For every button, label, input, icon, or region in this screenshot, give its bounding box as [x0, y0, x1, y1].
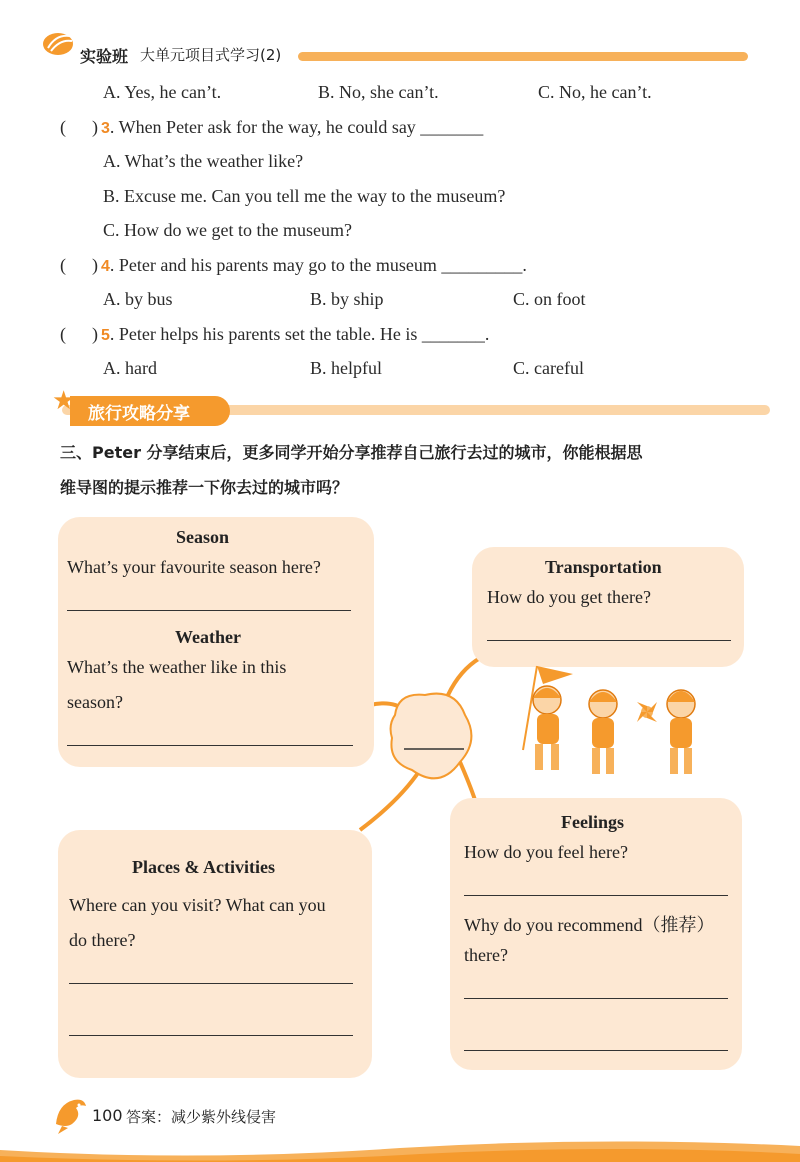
feelings-question-1: How do you feel here? [464, 842, 628, 862]
transportation-answer-line[interactable] [487, 640, 731, 641]
season-title: Season [176, 527, 230, 547]
footer-wave [0, 1132, 800, 1162]
q3-text: . When Peter ask for the way, he could say _______ [109, 117, 484, 137]
q3-paren-close: ) [92, 117, 98, 137]
q3-question [101, 117, 483, 138]
q5-paren-open: ( [60, 324, 66, 344]
task-line-1: 三、Peter 分享结束后，更多同学开始分享推荐自己旅行去过的城市，你能根据思 [60, 443, 643, 462]
places-title: Places & Activities [132, 857, 275, 877]
q4-question [101, 255, 527, 276]
q5-question [101, 324, 489, 345]
q2-option-a: A. Yes, he can’t. [103, 82, 222, 102]
series-logo-icon [42, 30, 76, 56]
q5-text: . Peter helps his parents set the table. He is _______. [109, 324, 490, 344]
q4-option-b: B. by ship [310, 289, 384, 309]
q3-number: 3 [101, 120, 110, 137]
feelings-question-2-line-2: there? [464, 945, 508, 965]
q4-paren-open: ( [60, 255, 66, 275]
children-illustration [505, 660, 715, 790]
places-answer-line-1[interactable] [69, 983, 353, 984]
footer-answer: 答案：减少紫外线侵害 [126, 1108, 277, 1126]
q3-option-c: C. How do we get to the museum? [103, 220, 352, 240]
q4-number: 4 [101, 258, 110, 275]
season-question: What’s your favourite season here? [67, 557, 321, 577]
q5-paren-close: ) [92, 324, 98, 344]
feelings-question-2-line-1: Why do you recommend（推荐） [464, 915, 715, 935]
weather-question-line-1: What’s the weather like in this [67, 657, 287, 677]
q2-option-b: B. No, she can’t. [318, 82, 439, 102]
q5-option-c: C. careful [513, 358, 584, 378]
q4-option-a: A. by bus [103, 289, 173, 309]
q5-option-b: B. helpful [310, 358, 382, 378]
header-bar [298, 52, 748, 61]
transportation-question: How do you get there? [487, 587, 651, 607]
q4-paren-close: ) [92, 255, 98, 275]
q4-text: . Peter and his parents may go to the museum _________. [109, 255, 527, 275]
header-unit: 大单元项目式学习(2) [140, 46, 282, 64]
feelings-title: Feelings [561, 812, 624, 832]
weather-title: Weather [175, 627, 241, 647]
transportation-title: Transportation [545, 557, 662, 577]
season-answer-line[interactable] [67, 610, 351, 611]
q2-option-c: C. No, he can’t. [538, 82, 652, 102]
places-question-line-2: do there? [69, 930, 136, 950]
places-question-line-1: Where can you visit? What can you [69, 895, 326, 915]
feelings-answer-line-3[interactable] [464, 1050, 728, 1051]
q3-option-b: B. Excuse me. Can you tell me the way to the museum? [103, 186, 506, 206]
q3-option-a: A. What’s the weather like? [103, 151, 304, 171]
section-title: 旅行攻略分享 [88, 404, 190, 424]
places-answer-line-2[interactable] [69, 1035, 353, 1036]
star-icon: ★ [52, 386, 76, 415]
task-line-2: 维导图的提示推荐一下你去过的城市吗？ [60, 478, 349, 497]
page-number: 100 [92, 1106, 123, 1125]
feelings-answer-line-2[interactable] [464, 998, 728, 999]
q4-option-c: C. on foot [513, 289, 586, 309]
q3-paren-open: ( [60, 117, 66, 137]
q5-number: 5 [101, 327, 110, 344]
dolphin-icon [52, 1094, 90, 1134]
header-series: 实验班 [80, 47, 129, 66]
feelings-answer-line-1[interactable] [464, 895, 728, 896]
weather-answer-line[interactable] [67, 745, 353, 746]
weather-question-line-2: season? [67, 692, 123, 712]
q5-option-a: A. hard [103, 358, 157, 378]
